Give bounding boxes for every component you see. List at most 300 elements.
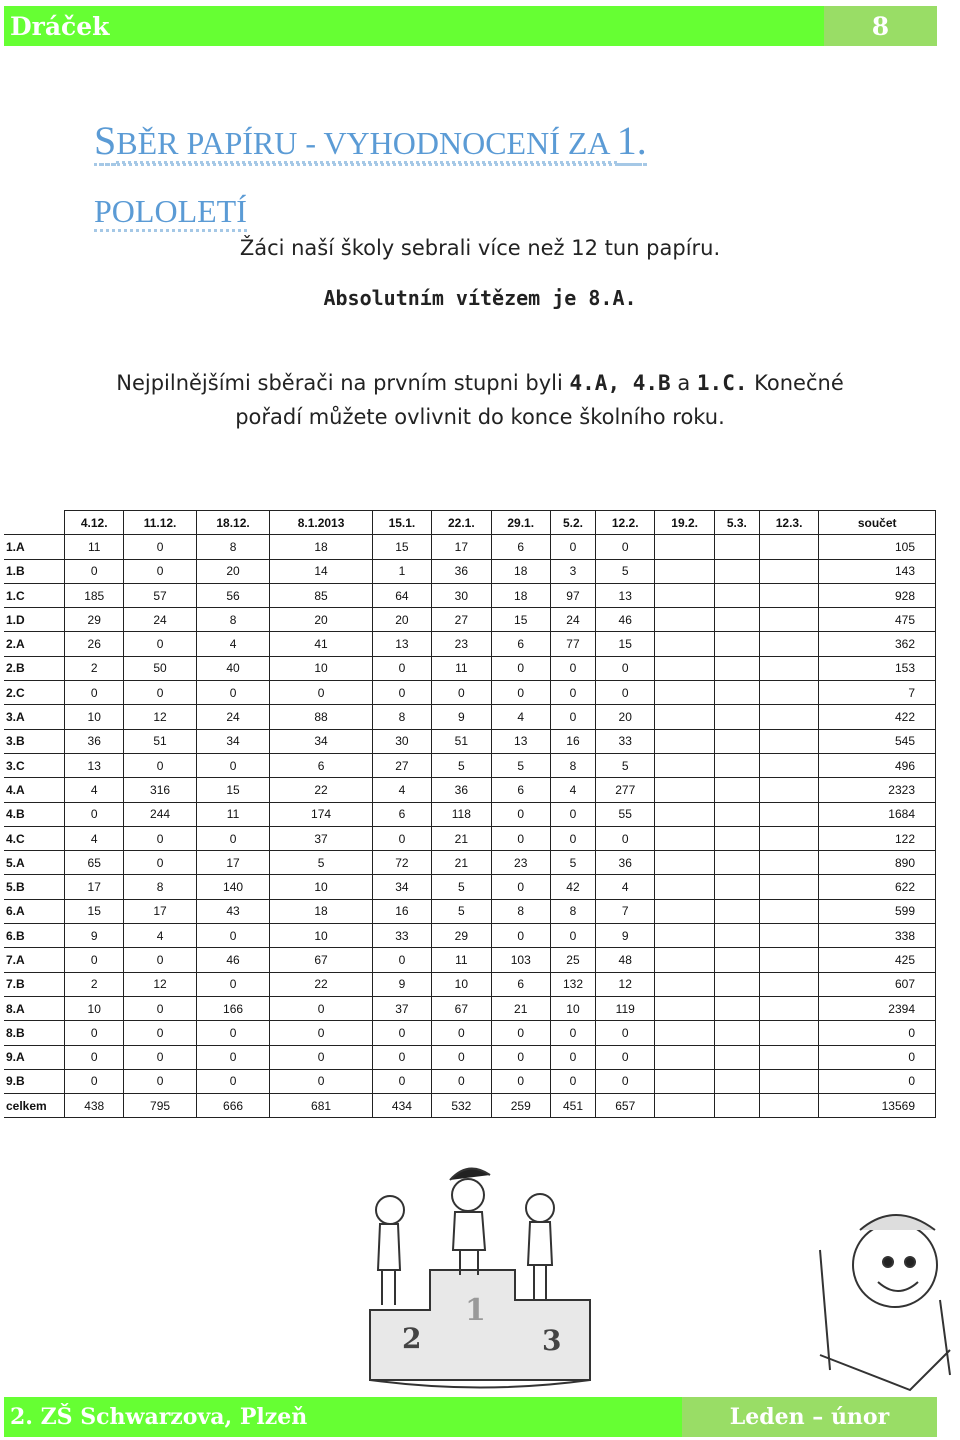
table-cell: 0 (65, 802, 124, 826)
table-cell: 65 (65, 851, 124, 875)
table-cell: 0 (65, 1069, 124, 1093)
row-label: 5.B (4, 875, 65, 899)
child-right-head (526, 1194, 554, 1222)
table-cell: 25 (550, 948, 595, 972)
table-cell (655, 632, 714, 656)
table-cell (714, 1094, 759, 1118)
title-number: 1. (617, 118, 647, 166)
column-header: 5.3. (714, 511, 759, 535)
table-row (4, 972, 936, 996)
table-cell: 0 (596, 1069, 655, 1093)
table-cell: 3 (550, 559, 595, 583)
row-label: 4.A (4, 778, 65, 802)
table-cell: 20 (372, 608, 431, 632)
table-cell: 37 (270, 826, 372, 850)
table-cell: 0 (270, 996, 372, 1020)
table-cell (655, 1021, 714, 1045)
table-cell (655, 948, 714, 972)
table-cell: 29 (432, 924, 491, 948)
table-cell: 0 (550, 705, 595, 729)
table-cell: 4 (65, 826, 124, 850)
table-cell: 16 (550, 729, 595, 753)
table-cell: 0 (196, 753, 270, 777)
table-cell (714, 899, 759, 923)
table-cell: 24 (550, 608, 595, 632)
title-main: BĚR PAPÍRU - VYHODNOCENÍ ZA (116, 125, 617, 164)
table-cell: 29 (65, 608, 124, 632)
table-cell: 8 (550, 899, 595, 923)
table-row (4, 1069, 936, 1093)
table-cell: 438 (65, 1094, 124, 1118)
table-cell (714, 583, 759, 607)
table-cell: 4 (596, 875, 655, 899)
table-cell: 11 (432, 656, 491, 680)
table-cell: 0 (124, 826, 196, 850)
table-cell (759, 972, 818, 996)
table-cell: 622 (819, 875, 936, 899)
table-cell: 15 (596, 632, 655, 656)
table-cell: 77 (550, 632, 595, 656)
table-cell (655, 656, 714, 680)
table-cell: 30 (432, 583, 491, 607)
table-cell: 51 (432, 729, 491, 753)
intro-text-b: a (670, 371, 697, 395)
table-cell: 46 (596, 608, 655, 632)
table-cell: 18 (491, 559, 550, 583)
table-row (4, 1094, 936, 1118)
table-cell: 20 (596, 705, 655, 729)
table-cell: 12 (124, 705, 196, 729)
table-cell: 103 (491, 948, 550, 972)
title-initial: S (94, 118, 116, 166)
table-cell: 0 (819, 1069, 936, 1093)
table-row (4, 875, 936, 899)
table-cell (759, 705, 818, 729)
table-cell (714, 632, 759, 656)
table-cell: 36 (596, 851, 655, 875)
podium-illustration (350, 1150, 960, 1395)
table-row (4, 778, 936, 802)
table-cell (714, 608, 759, 632)
table-row (4, 753, 936, 777)
table-cell (655, 899, 714, 923)
table-cell (714, 559, 759, 583)
table-cell: 928 (819, 583, 936, 607)
row-label: 2.C (4, 681, 65, 705)
table-cell: 9 (596, 924, 655, 948)
table-cell: 422 (819, 705, 936, 729)
table-cell: 24 (124, 608, 196, 632)
table-row (4, 535, 936, 559)
table-cell: 599 (819, 899, 936, 923)
table-cell: 0 (124, 1021, 196, 1045)
table-cell: 0 (372, 948, 431, 972)
table-cell: 0 (819, 1021, 936, 1045)
intro-classes-2: 1.C. (696, 371, 748, 395)
row-label: 6.A (4, 899, 65, 923)
column-header: 11.12. (124, 511, 196, 535)
table-cell: 64 (372, 583, 431, 607)
table-cell: 0 (819, 1045, 936, 1069)
table-cell: 5 (596, 753, 655, 777)
intro-paragraph (100, 366, 860, 434)
table-cell: 10 (270, 924, 372, 948)
table-cell (759, 851, 818, 875)
table-cell: 0 (124, 681, 196, 705)
header-title: Dráček (4, 6, 824, 46)
table-cell: 9 (65, 924, 124, 948)
table-cell: 118 (432, 802, 491, 826)
table-cell: 21 (432, 826, 491, 850)
table-cell: 0 (550, 826, 595, 850)
table-cell: 8 (491, 899, 550, 923)
table-cell: 4 (550, 778, 595, 802)
table-cell: 15 (491, 608, 550, 632)
table-cell: 18 (491, 583, 550, 607)
row-label: 6.B (4, 924, 65, 948)
table-cell: 85 (270, 583, 372, 607)
table-cell: 42 (550, 875, 595, 899)
table-cell: 17 (124, 899, 196, 923)
table-cell: 0 (65, 681, 124, 705)
table-cell (655, 583, 714, 607)
table-cell: 17 (65, 875, 124, 899)
table-cell: 5 (596, 559, 655, 583)
table-cell: 12 (124, 972, 196, 996)
table-cell: 13 (491, 729, 550, 753)
table-cell: 6 (270, 753, 372, 777)
table-cell: 27 (432, 608, 491, 632)
table-cell (655, 826, 714, 850)
table-cell: 43 (196, 899, 270, 923)
table-cell (714, 802, 759, 826)
row-label: 8.A (4, 996, 65, 1020)
table-cell (759, 778, 818, 802)
table-cell (655, 681, 714, 705)
table-cell (655, 972, 714, 996)
table-cell: 0 (550, 535, 595, 559)
table-cell: 18 (270, 899, 372, 923)
footer-month: Leden – únor (682, 1397, 937, 1437)
table-cell (759, 899, 818, 923)
row-label: 4.B (4, 802, 65, 826)
table-cell: 15 (65, 899, 124, 923)
table-cell: 244 (124, 802, 196, 826)
table-row (4, 608, 936, 632)
table-cell: 0 (124, 632, 196, 656)
table-cell: 0 (491, 681, 550, 705)
table-cell: 0 (550, 681, 595, 705)
table-cell: 5 (550, 851, 595, 875)
table-cell: 33 (372, 924, 431, 948)
table-cell: 18 (270, 535, 372, 559)
intro-text-c: Konečné pořadí můžete ovlivnit do konce školního roku. (235, 371, 844, 429)
table-row (4, 729, 936, 753)
table-cell: 0 (270, 1021, 372, 1045)
table-row (4, 681, 936, 705)
table-row (4, 559, 936, 583)
table-cell: 0 (124, 753, 196, 777)
table-cell: 4 (196, 632, 270, 656)
table-cell: 0 (65, 559, 124, 583)
podium-number-1: 1 (465, 1293, 486, 1328)
table-cell: 0 (372, 826, 431, 850)
table-cell: 23 (432, 632, 491, 656)
table-cell: 0 (65, 1021, 124, 1045)
table-cell: 607 (819, 972, 936, 996)
table-row (4, 924, 936, 948)
table-cell: 97 (550, 583, 595, 607)
table-cell: 8 (372, 705, 431, 729)
table-cell: 1 (372, 559, 431, 583)
table-cell: 6 (491, 778, 550, 802)
column-header: 19.2. (655, 511, 714, 535)
table-cell: 5 (432, 899, 491, 923)
table-row (4, 948, 936, 972)
table-cell: 51 (124, 729, 196, 753)
table-cell: 0 (491, 826, 550, 850)
table-cell: 22 (270, 778, 372, 802)
table-cell: 37 (372, 996, 431, 1020)
row-label: 3.B (4, 729, 65, 753)
row-label: 1.D (4, 608, 65, 632)
table-cell: 0 (372, 1069, 431, 1093)
table-cell: 23 (491, 851, 550, 875)
table-cell: 6 (491, 535, 550, 559)
table-cell: 496 (819, 753, 936, 777)
row-label: 9.A (4, 1045, 65, 1069)
table-cell: 10 (270, 875, 372, 899)
table-cell (714, 875, 759, 899)
column-header: 12.2. (596, 511, 655, 535)
hiker-head (853, 1223, 937, 1307)
table-cell: 1684 (819, 802, 936, 826)
table-cell: 0 (596, 1045, 655, 1069)
table-cell: 0 (270, 1069, 372, 1093)
table-cell: 10 (65, 705, 124, 729)
table-cell: 40 (196, 656, 270, 680)
table-cell: 0 (491, 802, 550, 826)
table-cell: 0 (491, 656, 550, 680)
child-left-head (376, 1196, 404, 1224)
table-cell (655, 802, 714, 826)
table-cell: 132 (550, 972, 595, 996)
table-cell: 2394 (819, 996, 936, 1020)
row-label: 9.B (4, 1069, 65, 1093)
table-cell: 14 (270, 559, 372, 583)
table-cell (714, 948, 759, 972)
table-cell (759, 875, 818, 899)
table-cell: 0 (596, 656, 655, 680)
table-cell (714, 753, 759, 777)
table-cell: 0 (124, 948, 196, 972)
table-cell: 795 (124, 1094, 196, 1118)
table-cell: 0 (124, 535, 196, 559)
row-label: 1.C (4, 583, 65, 607)
table-cell: 0 (196, 1069, 270, 1093)
table-row (4, 826, 936, 850)
table-cell: 21 (432, 851, 491, 875)
table-cell: 5 (491, 753, 550, 777)
table-cell: 13 (372, 632, 431, 656)
table-cell (655, 1045, 714, 1069)
column-header: 18.12. (196, 511, 270, 535)
table-cell: 55 (596, 802, 655, 826)
row-label: celkem (4, 1094, 65, 1118)
table-cell: 6 (372, 802, 431, 826)
table-cell (714, 778, 759, 802)
table-cell: 13 (596, 583, 655, 607)
row-label: 5.A (4, 851, 65, 875)
table-cell: 451 (550, 1094, 595, 1118)
table-cell: 48 (596, 948, 655, 972)
table-cell: 0 (596, 535, 655, 559)
table-cell: 10 (550, 996, 595, 1020)
table-cell: 0 (196, 1021, 270, 1045)
table-cell: 545 (819, 729, 936, 753)
table-cell: 0 (550, 1045, 595, 1069)
table-cell: 0 (196, 1045, 270, 1069)
table-cell: 36 (65, 729, 124, 753)
table-row (4, 656, 936, 680)
table-cell: 259 (491, 1094, 550, 1118)
table-cell: 5 (432, 875, 491, 899)
intro-winner: Absolutním vítězem je 8.A. (323, 286, 637, 310)
table-cell: 24 (196, 705, 270, 729)
table-cell: 0 (432, 1045, 491, 1069)
table-cell: 890 (819, 851, 936, 875)
table-cell (759, 1094, 818, 1118)
table-cell: 22 (270, 972, 372, 996)
table-cell: 16 (372, 899, 431, 923)
column-header: 29.1. (491, 511, 550, 535)
results-table (4, 510, 936, 1118)
table-row (4, 899, 936, 923)
table-cell: 174 (270, 802, 372, 826)
table-cell: 56 (196, 583, 270, 607)
table-cell: 2 (65, 972, 124, 996)
title-second-line: POLOLETÍ (94, 193, 247, 232)
column-header: 12.3. (759, 511, 818, 535)
table-cell: 50 (124, 656, 196, 680)
table-cell: 41 (270, 632, 372, 656)
table-cell (655, 1094, 714, 1118)
table-cell: 140 (196, 875, 270, 899)
intro-line-1: Žáci naší školy sebrali více než 12 tun papíru. (239, 236, 721, 260)
table-cell (655, 1069, 714, 1093)
table-cell: 4 (491, 705, 550, 729)
table-cell: 0 (432, 1069, 491, 1093)
table-cell (655, 535, 714, 559)
column-header: 4.12. (65, 511, 124, 535)
table-cell: 5 (432, 753, 491, 777)
footer-school: 2. ZŠ Schwarzova, Plzeň (4, 1397, 682, 1437)
table-cell: 0 (124, 996, 196, 1020)
table-cell: 0 (596, 826, 655, 850)
table-cell: 2 (65, 656, 124, 680)
table-cell (655, 753, 714, 777)
table-cell: 0 (491, 1069, 550, 1093)
table-cell (759, 632, 818, 656)
table-cell: 67 (270, 948, 372, 972)
row-label: 7.A (4, 948, 65, 972)
corner-cell (4, 511, 65, 535)
table-cell: 4 (372, 778, 431, 802)
table-cell: 34 (372, 875, 431, 899)
table-cell: 10 (270, 656, 372, 680)
table-cell: 7 (596, 899, 655, 923)
row-label: 3.A (4, 705, 65, 729)
podium-number-3: 3 (542, 1324, 562, 1357)
table-cell: 122 (819, 826, 936, 850)
table-cell (759, 924, 818, 948)
column-header: 15.1. (372, 511, 431, 535)
table-cell (714, 1069, 759, 1093)
table-cell: 119 (596, 996, 655, 1020)
page-footer (4, 1397, 937, 1437)
table-cell: 10 (432, 972, 491, 996)
table-cell (714, 1045, 759, 1069)
table-cell (714, 996, 759, 1020)
row-label: 1.A (4, 535, 65, 559)
table-cell: 0 (124, 1069, 196, 1093)
table-cell: 11 (65, 535, 124, 559)
table-cell: 0 (550, 802, 595, 826)
table-header-row (4, 511, 936, 535)
table-cell: 10 (65, 996, 124, 1020)
table-cell: 7 (819, 681, 936, 705)
table-cell: 12 (596, 972, 655, 996)
table-cell: 0 (196, 681, 270, 705)
table-cell: 6 (491, 972, 550, 996)
table-cell: 6 (491, 632, 550, 656)
table-cell: 36 (432, 559, 491, 583)
column-header: 22.1. (432, 511, 491, 535)
table-cell (655, 996, 714, 1020)
column-header: 5.2. (550, 511, 595, 535)
table-cell (759, 608, 818, 632)
row-label: 7.B (4, 972, 65, 996)
table-cell: 0 (372, 1021, 431, 1045)
table-cell (655, 608, 714, 632)
row-label: 2.B (4, 656, 65, 680)
table-cell: 17 (432, 535, 491, 559)
table-cell: 4 (65, 778, 124, 802)
table-cell (655, 705, 714, 729)
table-cell: 666 (196, 1094, 270, 1118)
table-cell: 15 (372, 535, 431, 559)
table-cell: 26 (65, 632, 124, 656)
table-cell (759, 535, 818, 559)
table-cell (759, 996, 818, 1020)
table-cell: 72 (372, 851, 431, 875)
table-cell: 0 (196, 826, 270, 850)
table-cell: 475 (819, 608, 936, 632)
table-cell: 0 (491, 924, 550, 948)
table-cell: 0 (124, 1045, 196, 1069)
table-cell (759, 826, 818, 850)
row-label: 3.C (4, 753, 65, 777)
table-cell (714, 924, 759, 948)
table-cell: 15 (196, 778, 270, 802)
table-row (4, 1045, 936, 1069)
table-cell: 425 (819, 948, 936, 972)
intro-text-a: Nejpilnějšími sběrači na prvním stupni byli (116, 371, 570, 395)
table-cell: 0 (372, 681, 431, 705)
table-cell: 0 (372, 656, 431, 680)
table-cell: 0 (65, 948, 124, 972)
table-cell: 338 (819, 924, 936, 948)
